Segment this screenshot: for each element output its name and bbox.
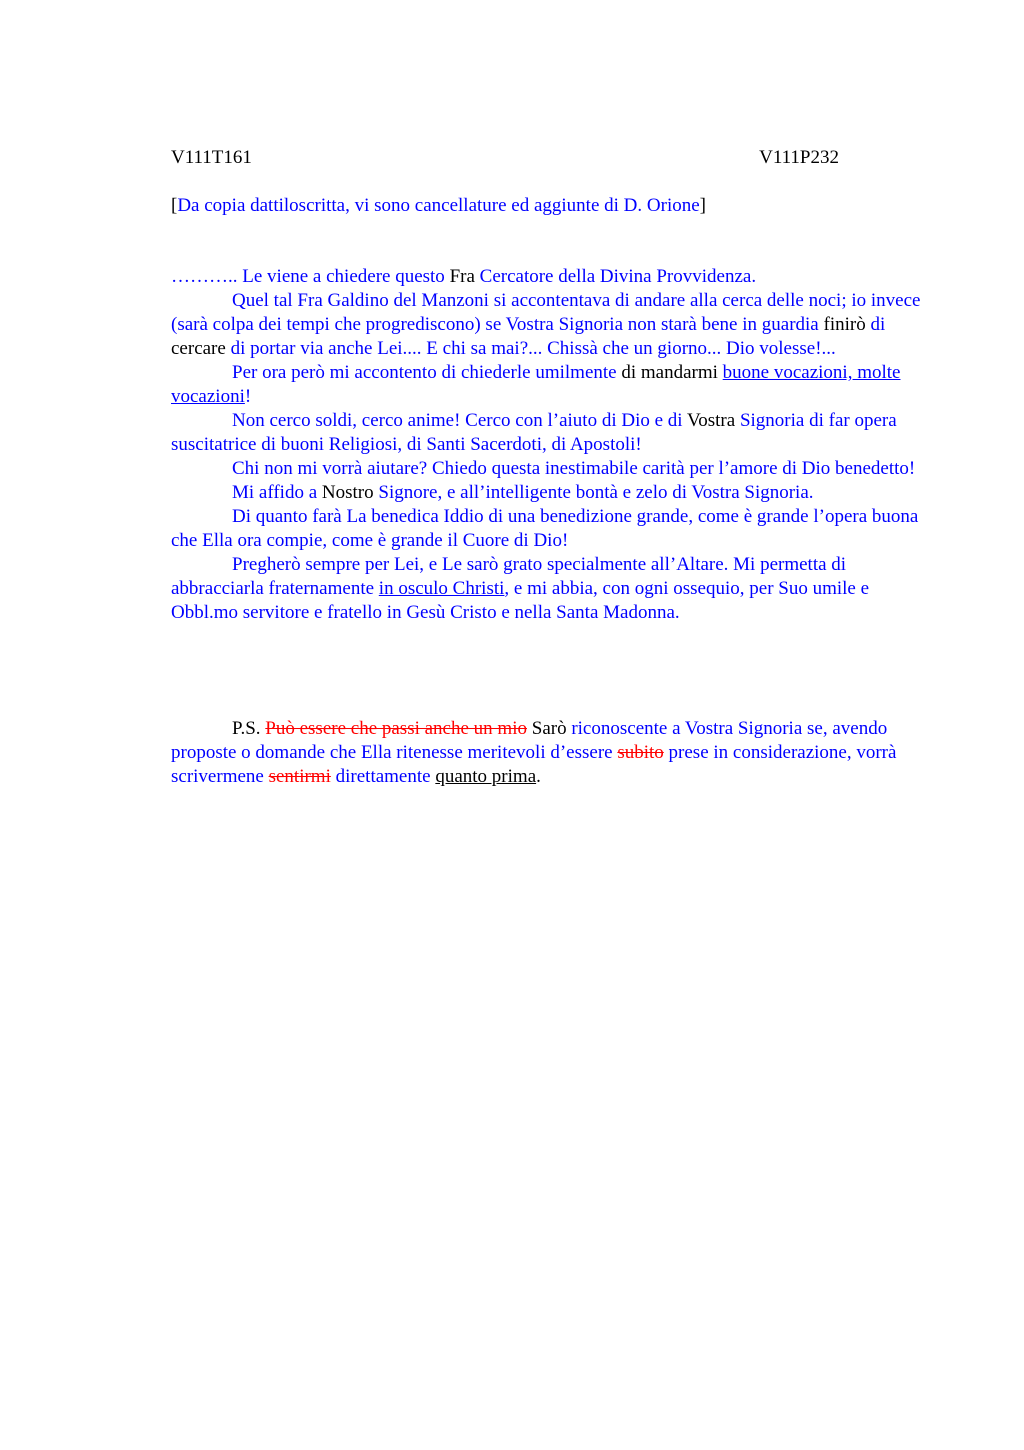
text-segment: Signoria di far opera suscitatrice di buoni Religiosi, di Santi Sacerdoti, di Apostoli! — [171, 410, 897, 455]
text-segment: Signore, e all’intelligente bontà e zelo di Vostra Signoria. — [378, 482, 814, 503]
text-segment: Mi affido a — [232, 482, 322, 503]
letter-paragraph — [171, 481, 931, 505]
text-segment: Non cerco soldi, cerco anime! Cerco con l’aiuto di Dio e di — [232, 410, 687, 431]
text-segment: direttamente — [330, 766, 436, 787]
text-segment: Sarò — [527, 718, 572, 739]
text-segment: Vostra — [686, 410, 740, 431]
deleted-text-segment: subito — [617, 742, 664, 763]
text-segment: ! — [244, 386, 252, 407]
postscript — [171, 717, 931, 789]
text-segment: Per ora però mi accontento di chiederle umilmente — [232, 362, 622, 383]
text-segment: buone vocazioni, molte vocazioni — [171, 362, 901, 407]
text-segment: prese in considerazione, vorrà scrivermene — [171, 742, 897, 787]
text-segment: Di quanto farà La benedica Iddio di una benedizione grande, come è grande l’opera buona che Ella ora compie, come è grande il Cuore di Dio! — [171, 506, 919, 551]
text-segment: Chi non mi vorrà aiutare? Chiedo questa inestimabile carità per l’amore di Dio benedetto! — [232, 458, 916, 479]
text-segment: . — [536, 766, 541, 787]
letter-paragraph — [171, 361, 931, 409]
note-bracket-close: ] — [699, 195, 706, 216]
letter-paragraph — [171, 409, 931, 457]
text-segment: quanto prima — [435, 766, 537, 787]
letter-paragraph — [171, 265, 931, 289]
letter-paragraph — [171, 457, 931, 481]
text-segment: di portar via anche Lei.... E chi sa mai?... Chissà che un giorno... Dio volesse!... — [230, 338, 836, 359]
text-segment: Nostro — [321, 482, 379, 503]
note-text: Da copia dattiloscritta, vi sono cancellature ed aggiunte di D. Orione — [177, 195, 700, 216]
volume-code-left: V111T161 — [171, 147, 252, 168]
text-segment: di — [870, 314, 886, 335]
text-segment: ……….. Le viene a chiedere questo — [171, 266, 450, 287]
letter-paragraph — [171, 505, 931, 553]
deleted-text-segment: sentirmi — [268, 766, 331, 787]
note-bracket-open: [ — [171, 195, 178, 216]
text-segment: Fra — [449, 266, 480, 287]
text-segment: in osculo Christi — [378, 578, 505, 599]
text-segment: Cercatore della Divina Provvidenza. — [479, 266, 757, 287]
postscript-paragraph — [171, 717, 931, 789]
volume-code-right: V111P232 — [759, 147, 839, 168]
editorial-note — [171, 195, 706, 217]
text-segment: cercare — [171, 338, 231, 359]
text-segment: finirò — [823, 314, 871, 335]
letter-paragraph — [171, 553, 931, 625]
text-segment: Pregherò sempre per Lei, e Le sarò grato specialmente all’Altare. Mi permetta di abbracciarla fraternamente — [171, 554, 847, 599]
text-segment: Quel tal Fra Galdino del Manzoni si accontentava di andare alla cerca delle noci; io invece (sarà colpa dei tempi che progrediscono) se Vostra Signoria non starà bene in guardia — [171, 290, 921, 335]
letter-body — [171, 265, 931, 625]
document-header — [171, 147, 839, 171]
letter-paragraph — [171, 289, 931, 361]
text-segment: riconoscente a Vostra Signoria se, avendo proposte o domande che Ella ritenesse meritevoli d’essere — [171, 718, 888, 763]
deleted-text-segment: Può essere che passi anche un mio — [265, 718, 527, 739]
text-segment: , e mi abbia, con ogni ossequio, per Suo umile e Obbl.mo servitore e fratello in Gesù Cristo e nella Santa Madonna. — [171, 578, 870, 623]
text-segment: di mandarmi — [621, 362, 723, 383]
text-segment: P.S. — [232, 718, 266, 739]
